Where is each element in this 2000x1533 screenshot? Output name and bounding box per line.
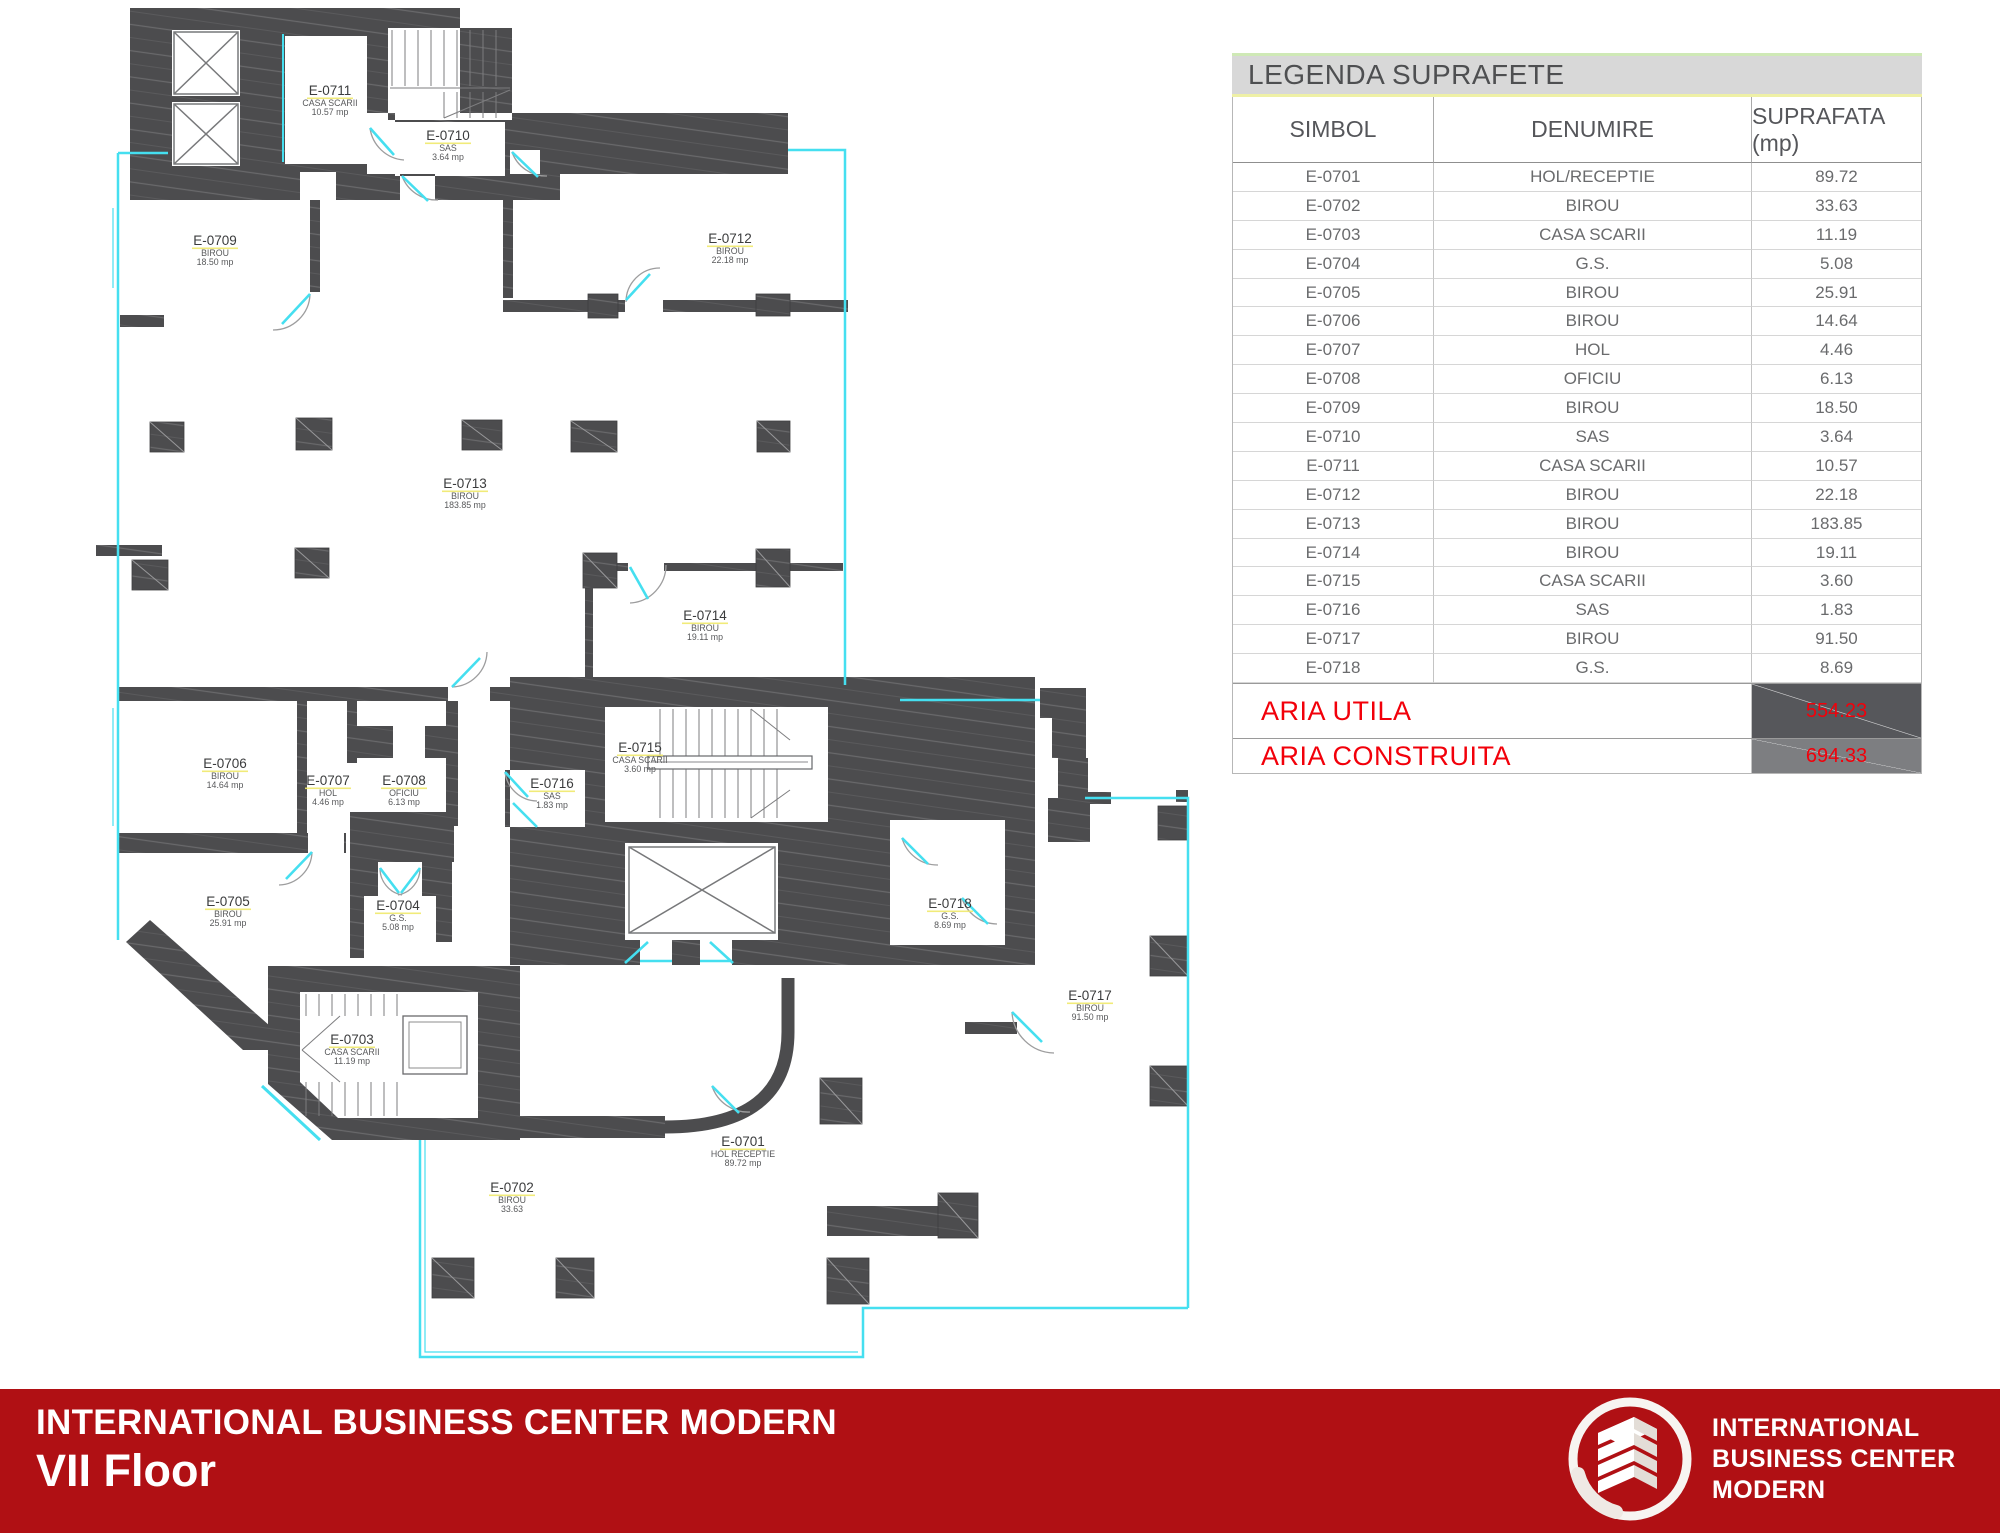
legend-cell-denumire: BIROU xyxy=(1434,279,1752,308)
legend-cell-simbol: E-0705 xyxy=(1233,279,1434,308)
room-label-E-0713 xyxy=(442,476,488,510)
room-label-E-0710 xyxy=(425,128,471,162)
legend-table-body xyxy=(1233,163,1921,683)
legend-row xyxy=(1233,394,1921,423)
legend-row xyxy=(1233,163,1921,192)
logo-text-line: INTERNATIONAL xyxy=(1712,1414,1920,1442)
svg-text:E-0712: E-0712 xyxy=(708,231,752,246)
legend-cell-denumire: BIROU xyxy=(1434,307,1752,336)
legend-cell-denumire: BIROU xyxy=(1434,539,1752,568)
legend-cell-denumire: BIROU xyxy=(1434,394,1752,423)
legend-cell-suprafata: 19.11 xyxy=(1752,539,1921,568)
aria-construita-value: 694.33 xyxy=(1752,739,1921,773)
svg-text:3.64 mp: 3.64 mp xyxy=(432,152,464,162)
legend-cell-simbol: E-0702 xyxy=(1233,192,1434,221)
walls-layer xyxy=(96,8,1188,1236)
legend-header-row xyxy=(1233,97,1921,163)
legend-table xyxy=(1232,97,1922,774)
svg-text:4.46 mp: 4.46 mp xyxy=(312,797,344,807)
legend-cell-denumire: HOL/RECEPTIE xyxy=(1434,163,1752,192)
svg-text:HOL RECEPTIE: HOL RECEPTIE xyxy=(710,1149,776,1159)
svg-text:E-0715: E-0715 xyxy=(618,740,662,755)
legend-row xyxy=(1233,250,1921,279)
legend-cell-suprafata: 8.69 xyxy=(1752,654,1921,683)
legend-cell-simbol: E-0711 xyxy=(1233,452,1434,481)
legend-cell-simbol: E-0718 xyxy=(1233,654,1434,683)
legend-cell-suprafata: 3.60 xyxy=(1752,567,1921,596)
svg-text:E-0701: E-0701 xyxy=(721,1134,765,1149)
legend-cell-simbol: E-0713 xyxy=(1233,510,1434,539)
legend-cell-denumire: SAS xyxy=(1434,596,1752,625)
legend-cell-suprafata: 91.50 xyxy=(1752,625,1921,654)
svg-text:CASA SCARII: CASA SCARII xyxy=(302,98,358,108)
legend-cell-suprafata: 4.46 xyxy=(1752,336,1921,365)
room-label-E-0712 xyxy=(707,231,753,265)
legend-cell-denumire: CASA SCARII xyxy=(1434,221,1752,250)
svg-text:CASA SCARII: CASA SCARII xyxy=(324,1047,380,1057)
svg-text:E-0709: E-0709 xyxy=(193,233,237,248)
aria-utila-value: 554.23 xyxy=(1752,684,1921,738)
legend-cell-suprafata: 33.63 xyxy=(1752,192,1921,221)
legend-cell-simbol: E-0704 xyxy=(1233,250,1434,279)
room-label-E-0704 xyxy=(375,898,421,932)
svg-text:BIROU: BIROU xyxy=(1076,1003,1104,1013)
legend-row xyxy=(1233,481,1921,510)
svg-text:BIROU: BIROU xyxy=(451,491,479,501)
svg-text:5.08 mp: 5.08 mp xyxy=(382,922,414,932)
legend-row xyxy=(1233,625,1921,654)
legend-cell-suprafata: 18.50 xyxy=(1752,394,1921,423)
legend-cell-suprafata: 6.13 xyxy=(1752,365,1921,394)
svg-text:6.13 mp: 6.13 mp xyxy=(388,797,420,807)
svg-text:1.83 mp: 1.83 mp xyxy=(536,800,568,810)
legend-cell-simbol: E-0715 xyxy=(1233,567,1434,596)
svg-text:E-0711: E-0711 xyxy=(308,83,352,98)
legend-cell-suprafata: 22.18 xyxy=(1752,481,1921,510)
legend-row xyxy=(1233,336,1921,365)
aria-utila-row xyxy=(1233,683,1921,738)
svg-text:91.50 mp: 91.50 mp xyxy=(1071,1012,1109,1022)
legend-row xyxy=(1233,192,1921,221)
room-label-E-0714 xyxy=(682,608,728,642)
legend-cell-simbol: E-0709 xyxy=(1233,394,1434,423)
svg-text:HOL: HOL xyxy=(318,788,338,798)
svg-text:SAS: SAS xyxy=(439,143,457,153)
room-label-E-0706 xyxy=(202,756,248,790)
legend-row xyxy=(1233,654,1921,683)
svg-text:E-0713: E-0713 xyxy=(443,476,487,491)
legend-cell-simbol: E-0701 xyxy=(1233,163,1434,192)
svg-text:11.19 mp: 11.19 mp xyxy=(333,1056,371,1066)
svg-text:BIROU: BIROU xyxy=(211,771,239,781)
footer-bar xyxy=(0,1389,2000,1533)
legend-cell-suprafata: 11.19 xyxy=(1752,221,1921,250)
legend-cell-denumire: CASA SCARII xyxy=(1434,452,1752,481)
svg-text:E-0703: E-0703 xyxy=(330,1032,374,1047)
svg-text:8.69 mp: 8.69 mp xyxy=(934,920,966,930)
legend-cell-suprafata: 14.64 xyxy=(1752,307,1921,336)
aria-construita-label: ARIA CONSTRUITA xyxy=(1233,739,1752,773)
room-label-E-0708 xyxy=(381,773,427,807)
legend-cell-simbol: E-0703 xyxy=(1233,221,1434,250)
legend-cell-denumire: BIROU xyxy=(1434,510,1752,539)
legend-row xyxy=(1233,510,1921,539)
svg-text:E-0716: E-0716 xyxy=(530,776,574,791)
logo-text-line: BUSINESS CENTER xyxy=(1712,1445,1956,1473)
legend-row xyxy=(1233,279,1921,308)
room-label-E-0711 xyxy=(302,83,357,117)
legend-cell-suprafata: 183.85 xyxy=(1752,510,1921,539)
legend-cell-denumire: CASA SCARII xyxy=(1434,567,1752,596)
footer-floor-label: VII Floor xyxy=(36,1445,216,1496)
svg-text:G.S.: G.S. xyxy=(941,911,959,921)
svg-text:BIROU: BIROU xyxy=(716,246,744,256)
legend-row xyxy=(1233,365,1921,394)
legend-cell-suprafata: 89.72 xyxy=(1752,163,1921,192)
svg-text:BIROU: BIROU xyxy=(201,248,229,258)
footer-title: INTERNATIONAL BUSINESS CENTER MODERN xyxy=(36,1403,837,1442)
room-label-E-0717 xyxy=(1067,988,1113,1022)
legend-cell-simbol: E-0712 xyxy=(1233,481,1434,510)
room-label-E-0716 xyxy=(529,776,575,810)
footer-logo-text xyxy=(1712,1413,1956,1506)
svg-text:18.50 mp: 18.50 mp xyxy=(196,257,234,267)
svg-text:E-0707: E-0707 xyxy=(306,773,350,788)
room-label-E-0705 xyxy=(205,894,251,928)
svg-text:25.91 mp: 25.91 mp xyxy=(209,918,247,928)
legend-cell-denumire: G.S. xyxy=(1434,250,1752,279)
svg-text:E-0702: E-0702 xyxy=(490,1180,534,1195)
legend-cell-denumire: G.S. xyxy=(1434,654,1752,683)
legend-cell-suprafata: 1.83 xyxy=(1752,596,1921,625)
legend-cell-simbol: E-0716 xyxy=(1233,596,1434,625)
legend-header-denumire: DENUMIRE xyxy=(1434,97,1752,163)
room-label-E-0703 xyxy=(324,1032,379,1066)
svg-text:SAS: SAS xyxy=(543,791,561,801)
svg-text:33.63: 33.63 xyxy=(500,1204,524,1214)
legend-header-suprafata: SUPRAFATA (mp) xyxy=(1752,97,1921,163)
svg-text:3.60 mp: 3.60 mp xyxy=(624,764,656,774)
doors-layer xyxy=(273,128,1054,1113)
legend-panel xyxy=(1232,53,1922,774)
svg-text:22.18 mp: 22.18 mp xyxy=(711,255,749,265)
svg-text:E-0714: E-0714 xyxy=(683,608,727,623)
legend-row xyxy=(1233,307,1921,336)
logo-text-line: MODERN xyxy=(1712,1476,1826,1504)
legend-cell-simbol: E-0710 xyxy=(1233,423,1434,452)
legend-cell-denumire: SAS xyxy=(1434,423,1752,452)
room-label-E-0707 xyxy=(305,773,351,807)
room-label-E-0702 xyxy=(489,1180,535,1214)
legend-cell-suprafata: 10.57 xyxy=(1752,452,1921,481)
aria-utila-label: ARIA UTILA xyxy=(1233,684,1752,738)
svg-text:E-0710: E-0710 xyxy=(426,128,470,143)
legend-cell-simbol: E-0708 xyxy=(1233,365,1434,394)
svg-text:E-0708: E-0708 xyxy=(382,773,426,788)
building-logo-icon xyxy=(1556,1389,1704,1533)
svg-text:14.64 mp: 14.64 mp xyxy=(206,780,244,790)
svg-text:G.S.: G.S. xyxy=(389,913,407,923)
legend-header-simbol: SIMBOL xyxy=(1233,97,1434,163)
svg-text:89.72 mp: 89.72 mp xyxy=(724,1158,762,1168)
legend-cell-denumire: BIROU xyxy=(1434,625,1752,654)
legend-cell-denumire: BIROU xyxy=(1434,192,1752,221)
svg-text:E-0704: E-0704 xyxy=(376,898,420,913)
room-label-E-0701 xyxy=(711,1134,775,1168)
svg-text:CASA SCARII: CASA SCARII xyxy=(612,755,668,765)
legend-cell-suprafata: 25.91 xyxy=(1752,279,1921,308)
legend-cell-denumire: BIROU xyxy=(1434,481,1752,510)
svg-text:BIROU: BIROU xyxy=(214,909,242,919)
legend-row xyxy=(1233,423,1921,452)
svg-text:19.11 mp: 19.11 mp xyxy=(686,632,724,642)
legend-row xyxy=(1233,221,1921,250)
aria-construita-row xyxy=(1233,738,1921,773)
room-labels-layer xyxy=(192,83,1113,1214)
legend-cell-denumire: OFICIU xyxy=(1434,365,1752,394)
svg-text:E-0706: E-0706 xyxy=(203,756,247,771)
svg-text:183.85 mp: 183.85 mp xyxy=(444,500,486,510)
legend-cell-denumire: HOL xyxy=(1434,336,1752,365)
legend-row xyxy=(1233,452,1921,481)
svg-text:E-0717: E-0717 xyxy=(1068,988,1112,1003)
legend-row xyxy=(1233,596,1921,625)
legend-cell-simbol: E-0706 xyxy=(1233,307,1434,336)
legend-title: LEGENDA SUPRAFETE xyxy=(1232,53,1922,97)
legend-row xyxy=(1233,567,1921,596)
svg-text:E-0705: E-0705 xyxy=(206,894,250,909)
room-label-E-0718 xyxy=(927,896,973,930)
svg-text:E-0718: E-0718 xyxy=(928,896,972,911)
legend-cell-simbol: E-0717 xyxy=(1233,625,1434,654)
room-label-E-0709 xyxy=(192,233,238,267)
legend-cell-suprafata: 3.64 xyxy=(1752,423,1921,452)
svg-text:BIROU: BIROU xyxy=(691,623,719,633)
legend-cell-suprafata: 5.08 xyxy=(1752,250,1921,279)
legend-cell-simbol: E-0714 xyxy=(1233,539,1434,568)
svg-text:BIROU: BIROU xyxy=(498,1195,526,1205)
legend-row xyxy=(1233,539,1921,568)
svg-text:OFICIU: OFICIU xyxy=(389,788,419,798)
legend-cell-simbol: E-0707 xyxy=(1233,336,1434,365)
svg-text:10.57 mp: 10.57 mp xyxy=(311,107,349,117)
